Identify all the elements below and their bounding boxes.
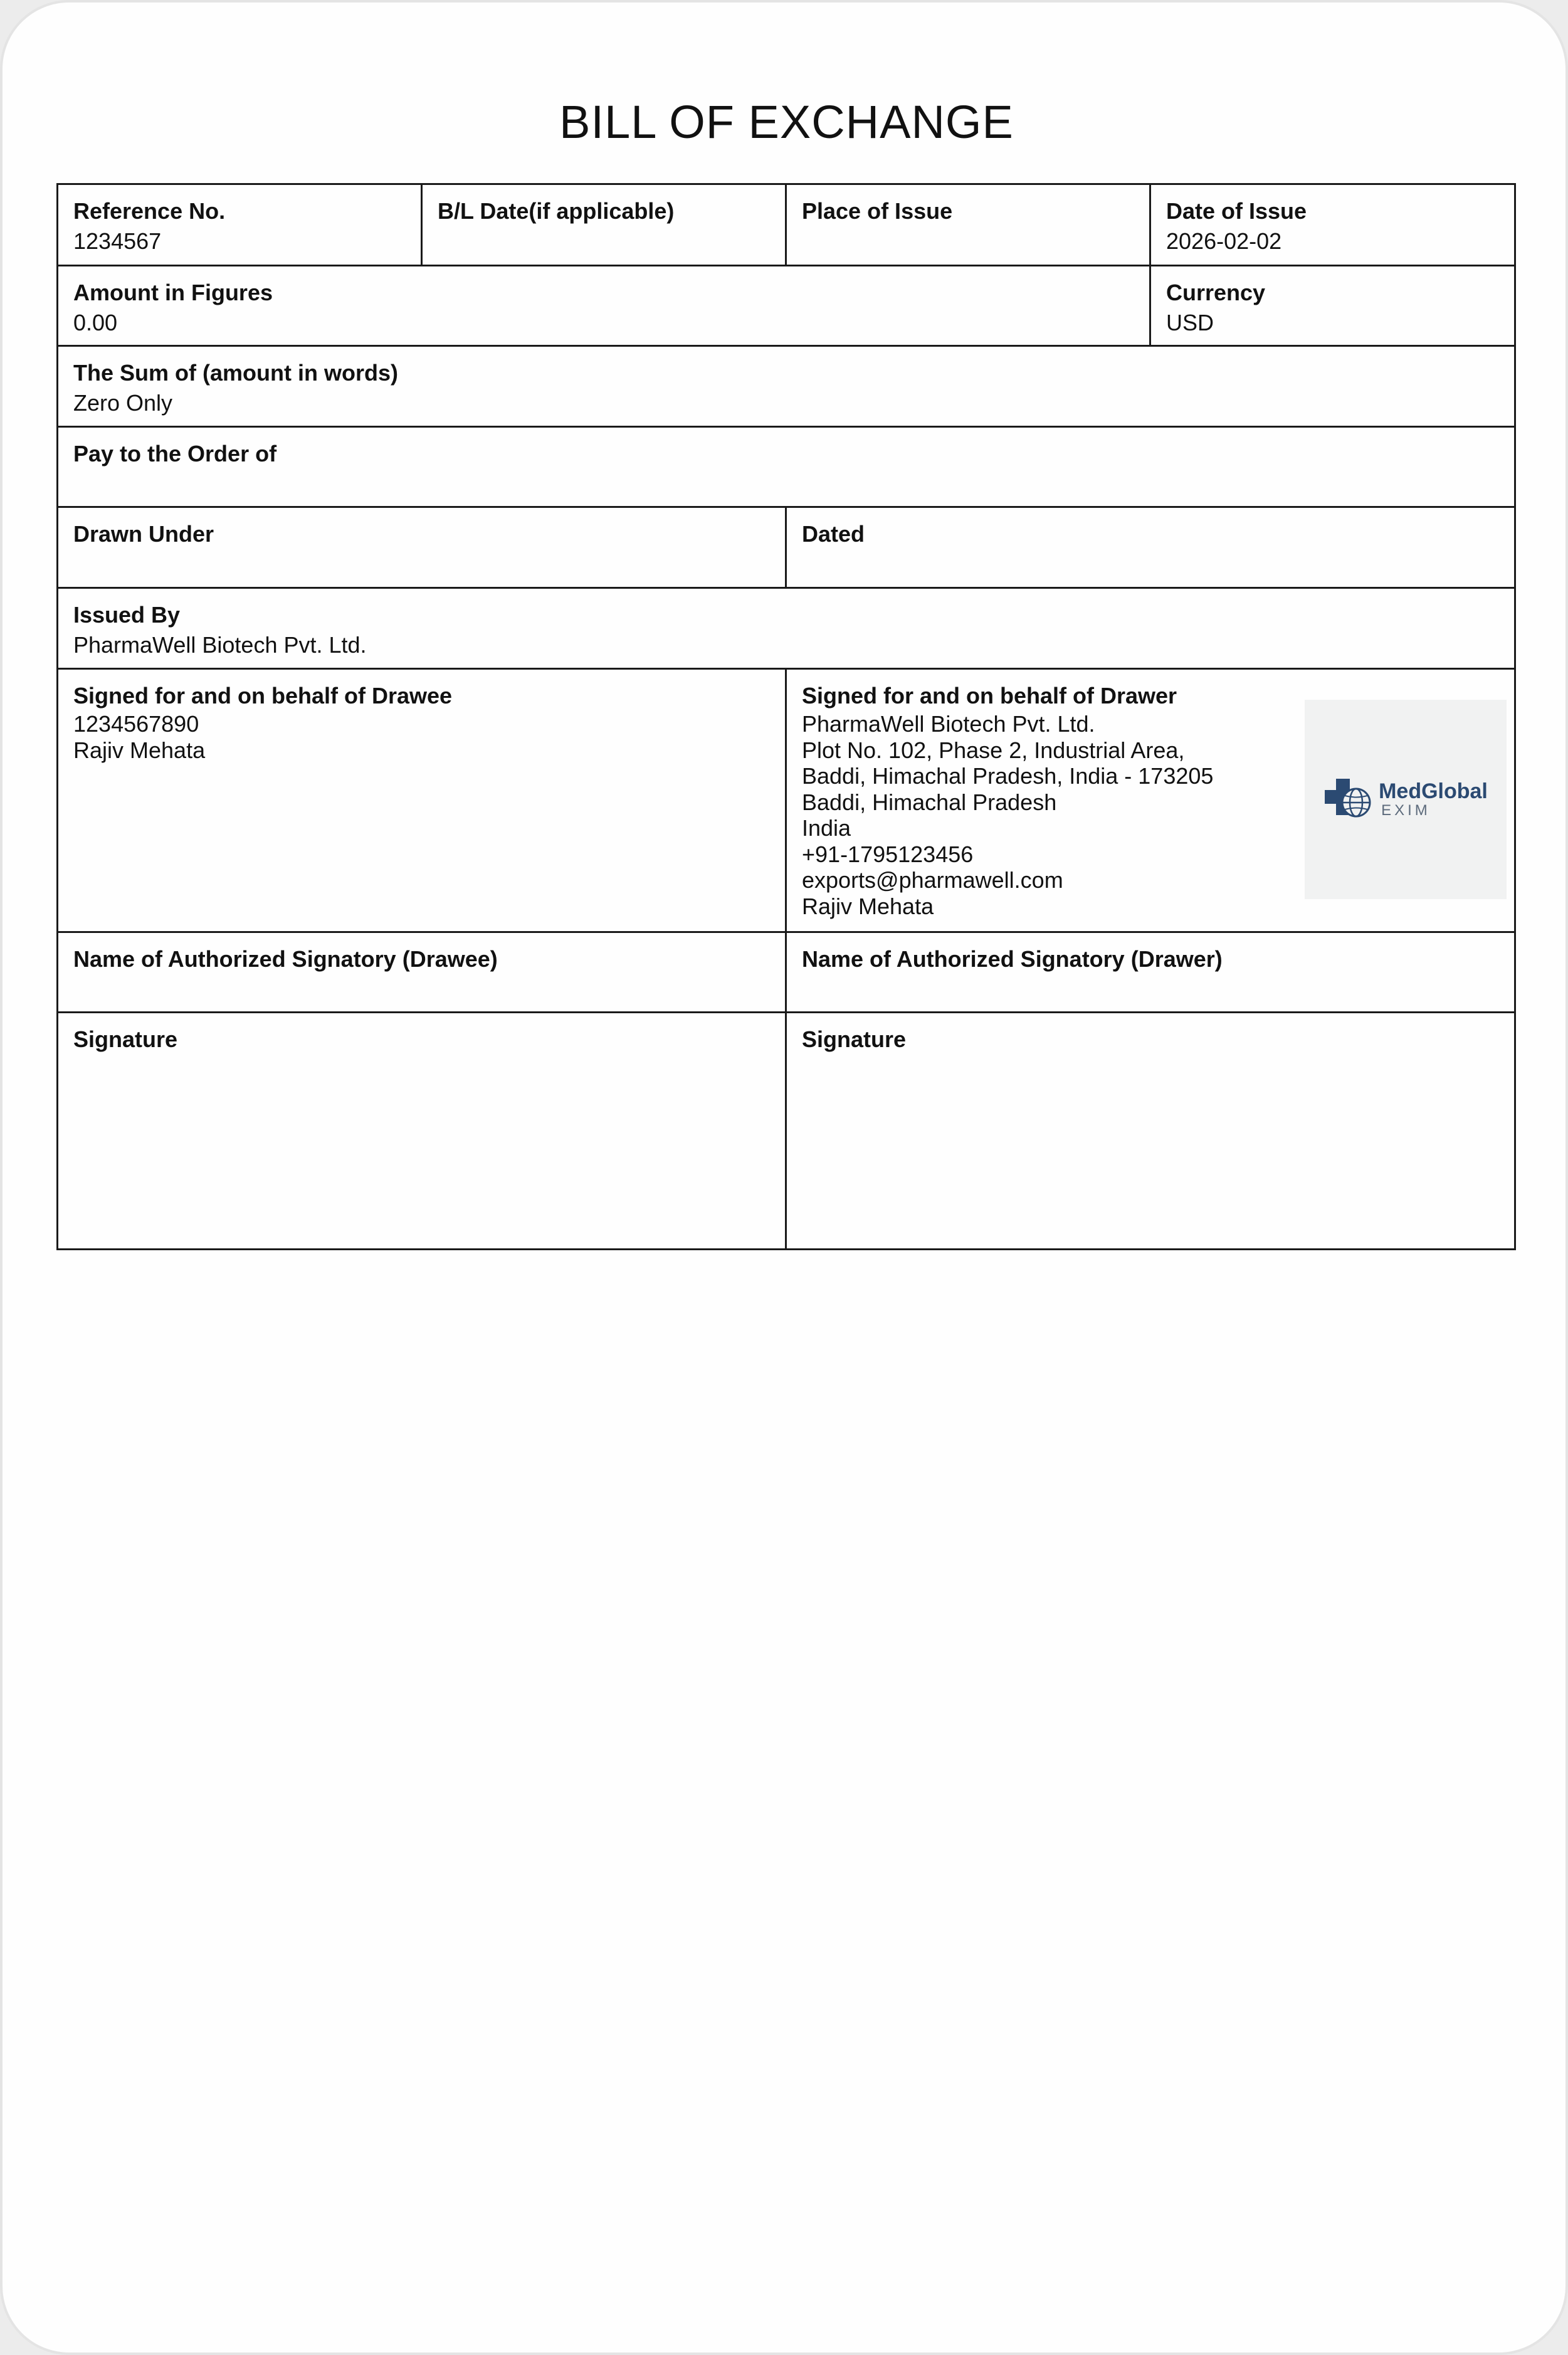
drawee-line: 1234567890	[73, 711, 199, 737]
dated-cell	[786, 507, 1515, 588]
issued-by-label: Issued By	[73, 602, 181, 628]
drawee-signed-label: Signed for and on behalf of Drawee	[73, 683, 453, 709]
drawn-under-cell	[58, 507, 786, 588]
place-of-issue-label: Place of Issue	[802, 198, 953, 224]
amount-in-figures-cell	[58, 266, 1150, 346]
pay-to-order-label: Pay to the Order of	[73, 441, 277, 466]
issued-by-cell	[58, 588, 1515, 669]
table-row	[58, 669, 1515, 932]
dated-label: Dated	[802, 521, 865, 547]
company-logo	[1305, 700, 1507, 899]
amount-in-figures-label: Amount in Figures	[73, 280, 273, 305]
table-row	[58, 932, 1515, 1013]
table-row	[58, 588, 1515, 669]
pay-to-order-cell	[58, 427, 1515, 507]
date-of-issue-cell	[1150, 184, 1515, 266]
logo-name: MedGlobal	[1379, 779, 1488, 803]
currency-value: USD	[1166, 310, 1214, 335]
bl-date-cell	[422, 184, 786, 266]
drawer-signature-cell	[786, 1013, 1515, 1250]
drawer-signature-label: Signature	[802, 1026, 907, 1052]
drawer-line: exports@pharmawell.com	[802, 867, 1063, 893]
table-row	[58, 427, 1515, 507]
drawer-line: Plot No. 102, Phase 2, Industrial Area,	[802, 737, 1185, 763]
drawer-line: India	[802, 815, 851, 841]
drawer-line: Rajiv Mehata	[802, 893, 934, 919]
table-row	[58, 346, 1515, 427]
drawer-signed-cell	[786, 669, 1515, 932]
drawee-line: Rajiv Mehata	[73, 737, 206, 763]
date-of-issue-value: 2026-02-02	[1166, 228, 1282, 254]
drawee-signatory-name-label: Name of Authorized Signatory (Drawee)	[73, 946, 498, 972]
drawer-line: Baddi, Himachal Pradesh, India - 173205	[802, 763, 1214, 789]
table-row	[58, 266, 1515, 346]
drawer-signatory-name-label: Name of Authorized Signatory (Drawer)	[802, 946, 1223, 972]
table-row	[58, 507, 1515, 588]
amount-in-figures-value: 0.00	[73, 310, 118, 335]
table-row	[58, 1013, 1515, 1250]
currency-label: Currency	[1166, 280, 1266, 305]
medical-cross-globe-icon	[1323, 775, 1376, 824]
drawer-line: PharmaWell Biotech Pvt. Ltd.	[802, 711, 1095, 737]
reference-no-label: Reference No.	[73, 198, 226, 224]
drawer-line: Baddi, Himachal Pradesh	[802, 789, 1057, 815]
document-title: BILL OF EXCHANGE	[559, 96, 1014, 148]
sum-in-words-value: Zero Only	[73, 390, 173, 416]
bill-of-exchange-table	[56, 183, 1516, 1250]
drawee-signature-label: Signature	[73, 1026, 178, 1052]
place-of-issue-cell	[786, 184, 1150, 266]
drawee-signature-cell	[58, 1013, 786, 1250]
drawer-signatory-name-cell	[786, 932, 1515, 1013]
date-of-issue-label: Date of Issue	[1166, 198, 1307, 224]
drawee-signed-cell	[58, 669, 786, 932]
bl-date-label: B/L Date(if applicable)	[438, 198, 675, 224]
reference-no-value: 1234567	[73, 228, 162, 254]
table-row	[58, 184, 1515, 266]
currency-cell	[1150, 266, 1515, 346]
sum-in-words-cell	[58, 346, 1515, 427]
reference-no-cell	[58, 184, 422, 266]
drawer-line: +91-1795123456	[802, 841, 974, 867]
logo-subtitle: EXIM	[1381, 802, 1431, 819]
drawn-under-label: Drawn Under	[73, 521, 214, 547]
drawee-signatory-name-cell	[58, 932, 786, 1013]
sum-in-words-label: The Sum of (amount in words)	[73, 360, 398, 386]
drawer-signed-label: Signed for and on behalf of Drawer	[802, 683, 1177, 709]
issued-by-value: PharmaWell Biotech Pvt. Ltd.	[73, 632, 367, 658]
